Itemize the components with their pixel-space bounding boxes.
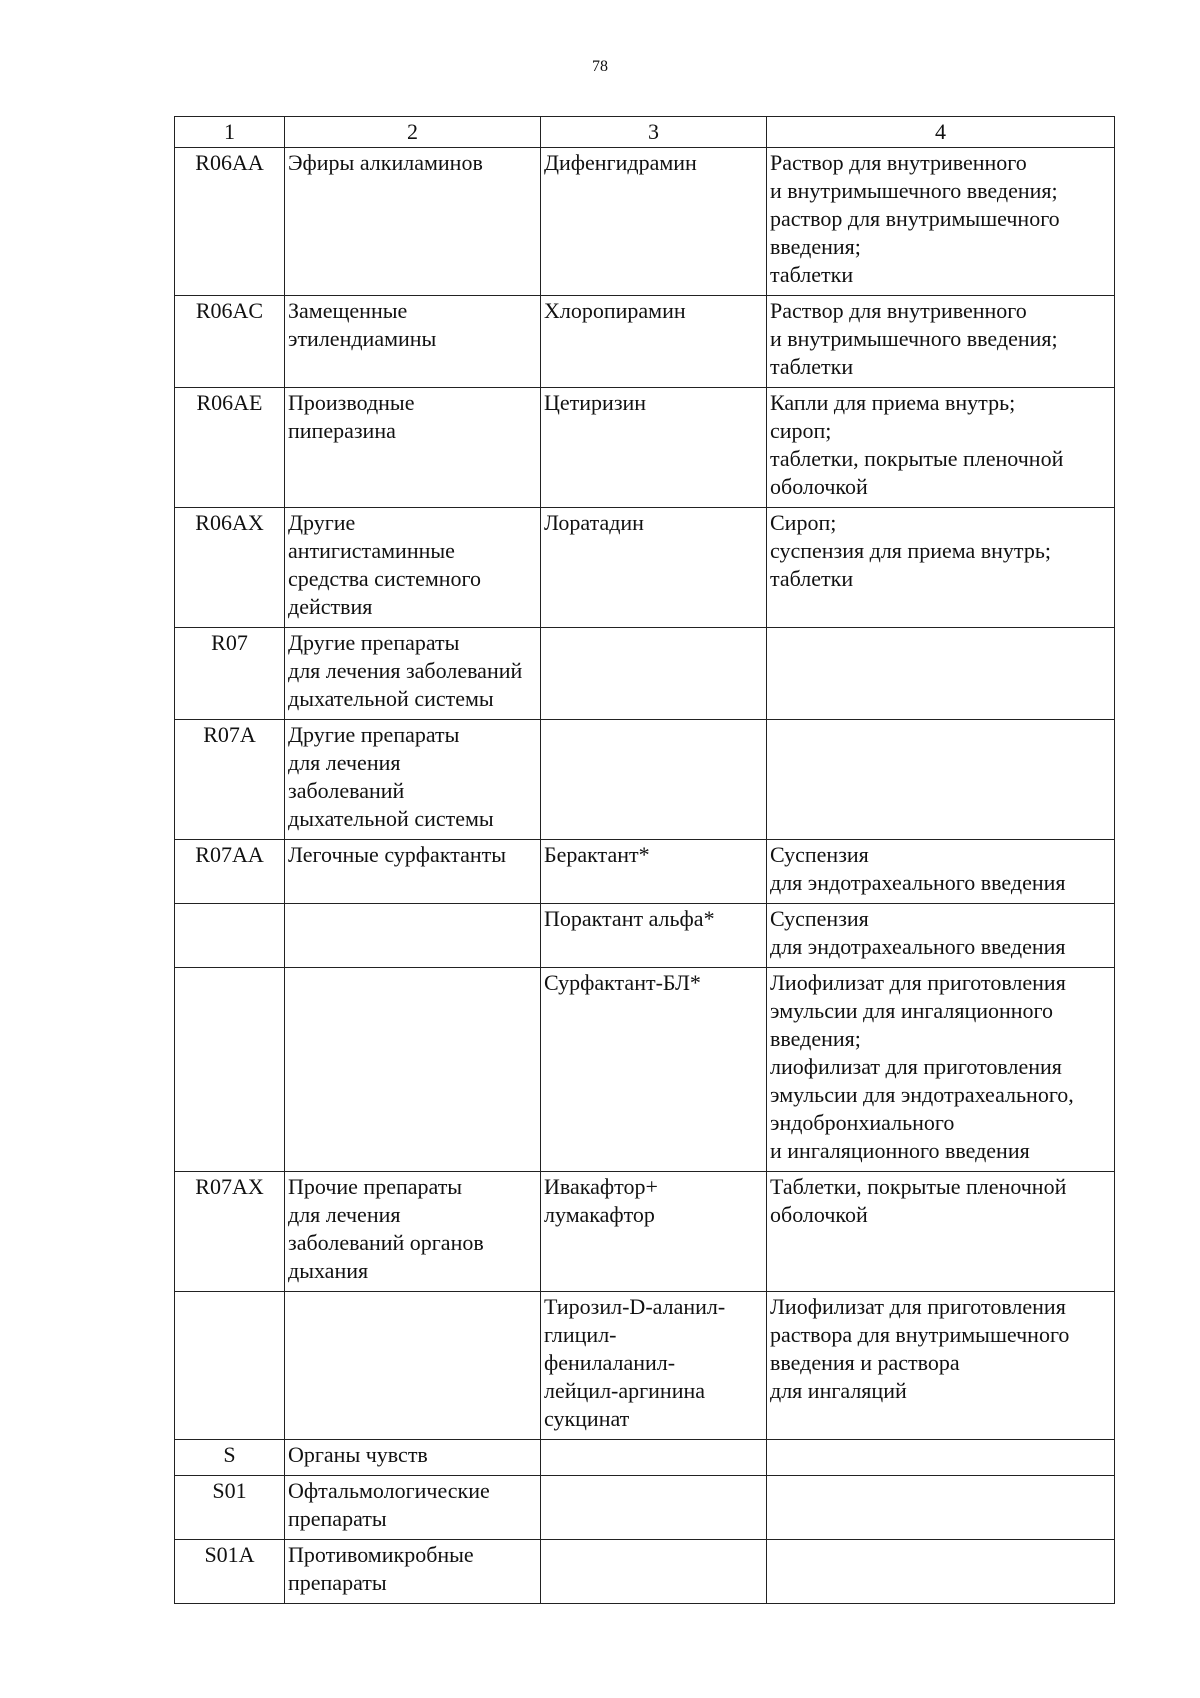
drug-name-cell: Тирозил-D-аланил- глицил- фенилаланил- лейцил-аргинина сукцинат — [541, 1292, 767, 1440]
group-name-cell: Замещенные этилендиамины — [285, 296, 541, 388]
table-row — [175, 1440, 1115, 1476]
atc-code-cell: R06AX — [175, 508, 285, 628]
atc-code-cell: R07A — [175, 720, 285, 840]
dosage-form-cell: Лиофилизат для приготовления эмульсии для ингаляционного введения; лиофилизат для приготовления эмульсии для эндотрахеального, эндобронхиального и ингаляционного введения — [767, 968, 1115, 1172]
drug-name-cell — [541, 720, 767, 840]
table-header-row — [175, 117, 1115, 148]
dosage-form-cell — [767, 1540, 1115, 1604]
group-name-cell: Другие препараты для лечения заболеваний дыхательной системы — [285, 628, 541, 720]
page-number: 78 — [592, 58, 608, 75]
dosage-form-cell — [767, 1440, 1115, 1476]
drug-name-cell — [541, 1476, 767, 1540]
group-name-cell: Легочные сурфактанты — [285, 840, 541, 904]
group-name-cell: Противомикробные препараты — [285, 1540, 541, 1604]
group-name-cell — [285, 1292, 541, 1440]
atc-code-cell: R07AX — [175, 1172, 285, 1292]
atc-code-cell: R06AE — [175, 388, 285, 508]
table-row — [175, 720, 1115, 840]
table-row — [175, 508, 1115, 628]
table-row — [175, 296, 1115, 388]
atc-code-cell — [175, 968, 285, 1172]
table-row — [175, 1476, 1115, 1540]
drug-name-cell — [541, 1540, 767, 1604]
dosage-form-cell — [767, 628, 1115, 720]
dosage-form-cell: Раствор для внутривенного и внутримышечного введения; таблетки — [767, 296, 1115, 388]
atc-code-cell: S01A — [175, 1540, 285, 1604]
atc-code-cell: R07 — [175, 628, 285, 720]
dosage-form-cell: Суспензия для эндотрахеального введения — [767, 904, 1115, 968]
drug-name-cell: Цетиризин — [541, 388, 767, 508]
group-name-cell: Другие антигистаминные средства системного действия — [285, 508, 541, 628]
table-row — [175, 968, 1115, 1172]
group-name-cell: Другие препараты для лечения заболеваний дыхательной системы — [285, 720, 541, 840]
dosage-form-cell: Суспензия для эндотрахеального введения — [767, 840, 1115, 904]
drug-name-cell: Сурфактант-БЛ* — [541, 968, 767, 1172]
dosage-form-cell: Сироп; суспензия для приема внутрь; таблетки — [767, 508, 1115, 628]
drug-name-cell: Берактант* — [541, 840, 767, 904]
group-name-cell: Эфиры алкиламинов — [285, 148, 541, 296]
atc-code-cell: R07AA — [175, 840, 285, 904]
group-name-cell: Производные пиперазина — [285, 388, 541, 508]
column-header: 3 — [541, 117, 767, 148]
drug-name-cell — [541, 1440, 767, 1476]
column-header: 4 — [767, 117, 1115, 148]
atc-code-cell: R06AA — [175, 148, 285, 296]
table-row — [175, 1540, 1115, 1604]
atc-code-cell: S — [175, 1440, 285, 1476]
table-row — [175, 1292, 1115, 1440]
table-row — [175, 840, 1115, 904]
table-row — [175, 1172, 1115, 1292]
group-name-cell: Органы чувств — [285, 1440, 541, 1476]
atc-code-cell: R06AC — [175, 296, 285, 388]
dosage-form-cell: Раствор для внутривенного и внутримышечного введения; раствор для внутримышечного введения; таблетки — [767, 148, 1115, 296]
table-row — [175, 628, 1115, 720]
column-header: 2 — [285, 117, 541, 148]
drug-name-cell: Дифенгидрамин — [541, 148, 767, 296]
group-name-cell: Прочие препараты для лечения заболеваний органов дыхания — [285, 1172, 541, 1292]
atc-code-cell — [175, 1292, 285, 1440]
dosage-form-cell: Лиофилизат для приготовления раствора для внутримышечного введения и раствора для ингаляций — [767, 1292, 1115, 1440]
dosage-form-cell: Капли для приема внутрь; сироп; таблетки, покрытые пленочной оболочкой — [767, 388, 1115, 508]
group-name-cell: Офтальмологические препараты — [285, 1476, 541, 1540]
drug-name-cell: Лоратадин — [541, 508, 767, 628]
drug-name-cell: Ивакафтор+ лумакафтор — [541, 1172, 767, 1292]
drug-name-cell: Порактант альфа* — [541, 904, 767, 968]
column-header: 1 — [175, 117, 285, 148]
dosage-form-cell — [767, 1476, 1115, 1540]
atc-code-cell: S01 — [175, 1476, 285, 1540]
table-row — [175, 904, 1115, 968]
drug-name-cell: Хлоропирамин — [541, 296, 767, 388]
drug-classification-table — [174, 116, 1115, 1604]
table-row — [175, 148, 1115, 296]
dosage-form-cell — [767, 720, 1115, 840]
table-row — [175, 388, 1115, 508]
drug-name-cell — [541, 628, 767, 720]
atc-code-cell — [175, 904, 285, 968]
group-name-cell — [285, 968, 541, 1172]
dosage-form-cell: Таблетки, покрытые пленочной оболочкой — [767, 1172, 1115, 1292]
group-name-cell — [285, 904, 541, 968]
